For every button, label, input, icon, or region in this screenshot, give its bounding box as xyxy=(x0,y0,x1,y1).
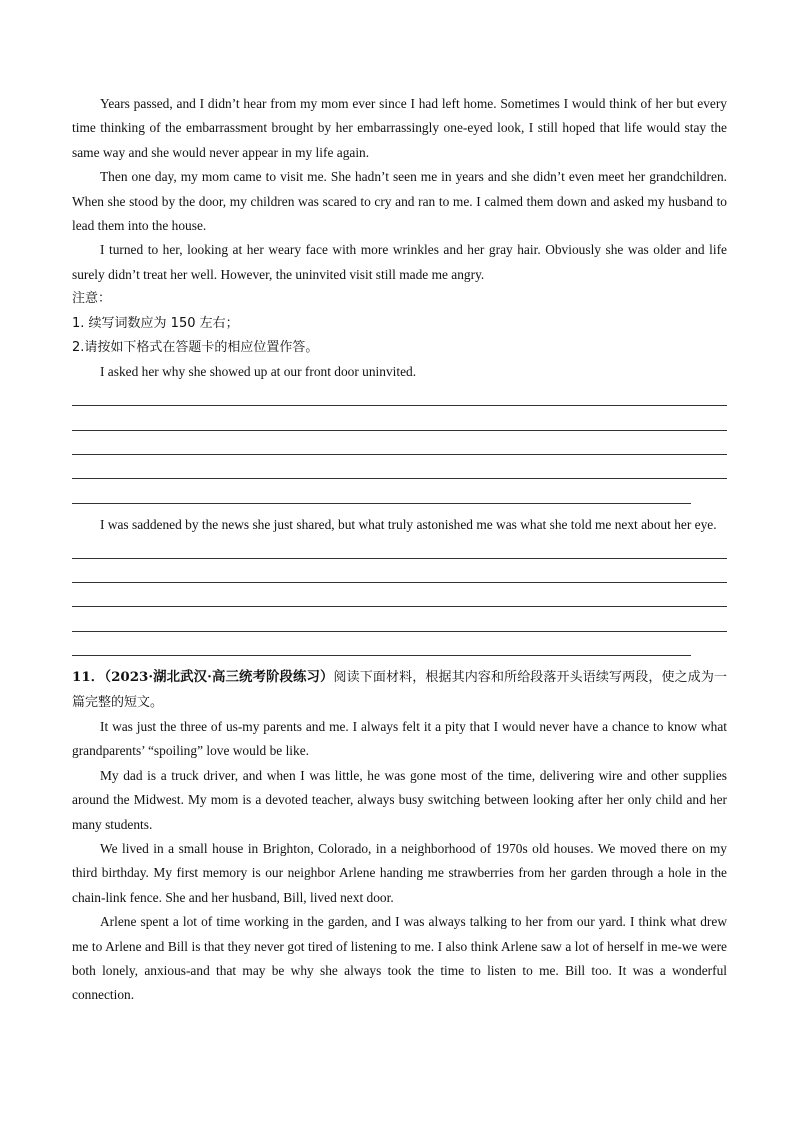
question-source: （2023·湖北武汉·高三统考阶段练习） xyxy=(104,669,334,686)
paragraph: Arlene spent a lot of time working in the garden, and I was always talking to her from our yard. I think what drew me to Arlene and Bill is that they never got tired of listening to me. I also think Arlene saw a lot of herself in me-we were both lonely, anxious-and that may be why she always took the time to listen to me. Bill too. It was a wonderful connection. xyxy=(72,914,727,1003)
answer-lines xyxy=(72,537,727,659)
answer-line xyxy=(72,610,727,634)
answer-lines xyxy=(72,385,727,507)
paragraph: Then one day, my mom came to visit me. She hadn’t seen me in years and she didn’t even meet her grandchildren. When she stood by the door, my children was scared to cry and ran to me. I calmed them down and asked my husband to lead them into the house. xyxy=(72,169,727,234)
note-title: 注意： xyxy=(72,291,112,307)
answer-line xyxy=(72,434,727,458)
paragraph: We lived in a small house in Brighton, Colorado, in a neighborhood of 1970s old houses. We moved there on my third birthday. My first memory is our neighbor Arlene handing me strawberries from her garden through a hole in the chain-link fence. She and her husband, Bill, lived next door. xyxy=(72,841,727,905)
question-header xyxy=(72,665,727,715)
continuation-prompt: I asked her why she showed up at our front door uninvited. xyxy=(100,364,417,380)
answer-line xyxy=(72,482,727,506)
note-item: 1. 续写词数应为 150 左右； xyxy=(72,315,239,331)
answer-line xyxy=(72,458,727,482)
answer-line xyxy=(72,409,727,433)
answer-line xyxy=(72,635,727,659)
document-page xyxy=(72,92,727,1008)
answer-line xyxy=(72,385,727,409)
note-item: 2.请按如下格式在答题卡的相应位置作答。 xyxy=(72,340,319,356)
answer-line xyxy=(72,562,727,586)
answer-line xyxy=(72,537,727,561)
question-number: 11． xyxy=(72,669,105,686)
answer-line xyxy=(72,586,727,610)
paragraph: I turned to her, looking at her weary face with more wrinkles and her gray hair. Obviously she was older and life surely didn’t treat her well. However, the uninvited visit still made me angry. xyxy=(72,242,727,282)
paragraph: Years passed, and I didn’t hear from my mom ever since I had left home. Sometimes I would think of her but every time thinking of the embarrassment brought by her embarrassingly one-eyed look, I still hoped that life would stay the same way and she would never appear in my life again. xyxy=(72,96,727,160)
paragraph: It was just the three of us-my parents and me. I always felt it a pity that I would never have a chance to know what grandparents’ “spoiling” love would be like. xyxy=(72,719,727,759)
continuation-prompt: I was saddened by the news she just shared, but what truly astonished me was what she told me next about her eye. xyxy=(100,516,717,532)
question-instruction: 阅读下面材料，根据其内容和所给段落开头语续写两段，使之成为一篇完整的短文。 xyxy=(72,670,727,710)
paragraph: My dad is a truck driver, and when I was little, he was gone most of the time, delivering wire and other supplies around the Midwest. My mom is a devoted teacher, always busy switching between looking after her only child and her many students. xyxy=(72,767,727,832)
